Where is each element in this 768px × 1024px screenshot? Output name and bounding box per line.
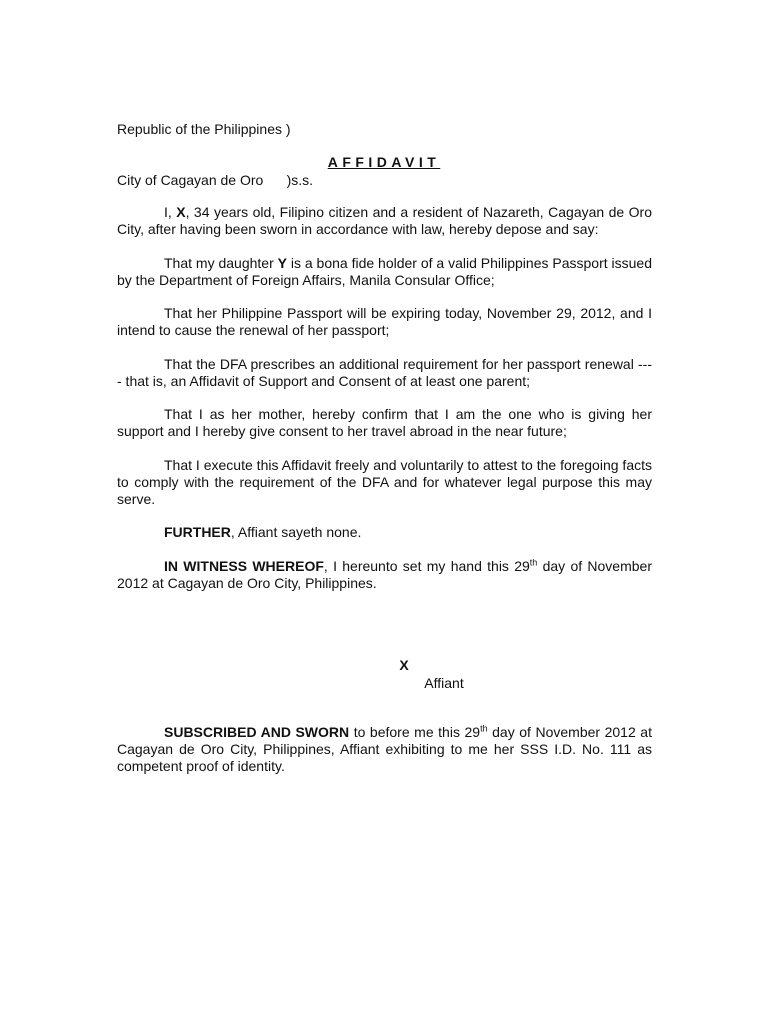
paragraph-identity-lead: I,: [164, 204, 177, 220]
signature-name: X: [399, 657, 409, 673]
paragraph-passport-holder-text: is a bona fide holder of a valid Philippines Passport issued by the Department of Foreign Affairs, Manila Consular Office;: [117, 254, 652, 288]
witness-ordinal-suffix: th: [529, 556, 538, 567]
witness-text-end: day of November 2012 at Cagayan de Oro City, Philippines.: [117, 557, 652, 591]
jurat-ordinal-suffix: th: [480, 723, 488, 734]
venue-line-republic: Republic of the Philippines ): [117, 121, 291, 137]
affiant-name: X: [176, 204, 186, 220]
paragraph-passport-holder-lead: That my daughter: [164, 254, 278, 271]
jurat-text-end: day of November 2012 at Cagayan de Oro City, Philippines, Affiant exhibiting to me her SSS I.D. No. 111 as competent proof of identity.: [117, 724, 652, 774]
witness-label: IN WITNESS WHEREOF: [164, 557, 324, 574]
witness-text-start: , I hereunto set my hand this 29: [323, 557, 530, 574]
paragraph-dfa-requirement: That the DFA prescribes an additional requirement for her passport renewal ---- that is, an Affidavit of Support and Consent of at least one parent;: [117, 355, 652, 389]
document-title: AFFIDAVIT: [327, 154, 441, 170]
signature-block: [0, 656, 768, 692]
paragraph-identity-text: , 34 years old, Filipino citizen and a resident of Nazareth, Cagayan de Oro City, after having been sworn in accordance with law, hereby depose and say:: [117, 204, 652, 237]
daughter-name: Y: [277, 254, 287, 271]
paragraph-attestation: That I execute this Affidavit freely and voluntarily to attest to the foregoing facts to comply with the requirement of the DFA and for whatever legal purpose this may serve.: [117, 456, 652, 507]
jurat-paragraph: [117, 724, 652, 775]
further-text: , Affiant sayeth none.: [230, 524, 362, 540]
affidavit-body: [117, 204, 652, 608]
jurat-block: [117, 724, 652, 775]
paragraph-witness: [117, 558, 652, 592]
further-label: FURTHER: [164, 524, 231, 540]
venue-line-city: City of Cagayan de Oro )s.s.: [117, 172, 314, 188]
jurat-text-start: to before me this 29: [349, 724, 481, 740]
paragraph-further: [117, 524, 652, 541]
jurat-label: SUBSCRIBED AND SWORN: [164, 724, 350, 740]
signature-role: Affiant: [424, 675, 464, 691]
paragraph-passport-holder: [117, 255, 652, 289]
paragraph-passport-expiry: That her Philippine Passport will be expiring today, November 29, 2012, and I intend to cause the renewal of her passport;: [117, 305, 652, 338]
paragraph-identity: [117, 204, 652, 238]
paragraph-consent: That I as her mother, hereby confirm that I am the one who is giving her support and I hereby give consent to her travel abroad in the near future;: [117, 406, 652, 439]
